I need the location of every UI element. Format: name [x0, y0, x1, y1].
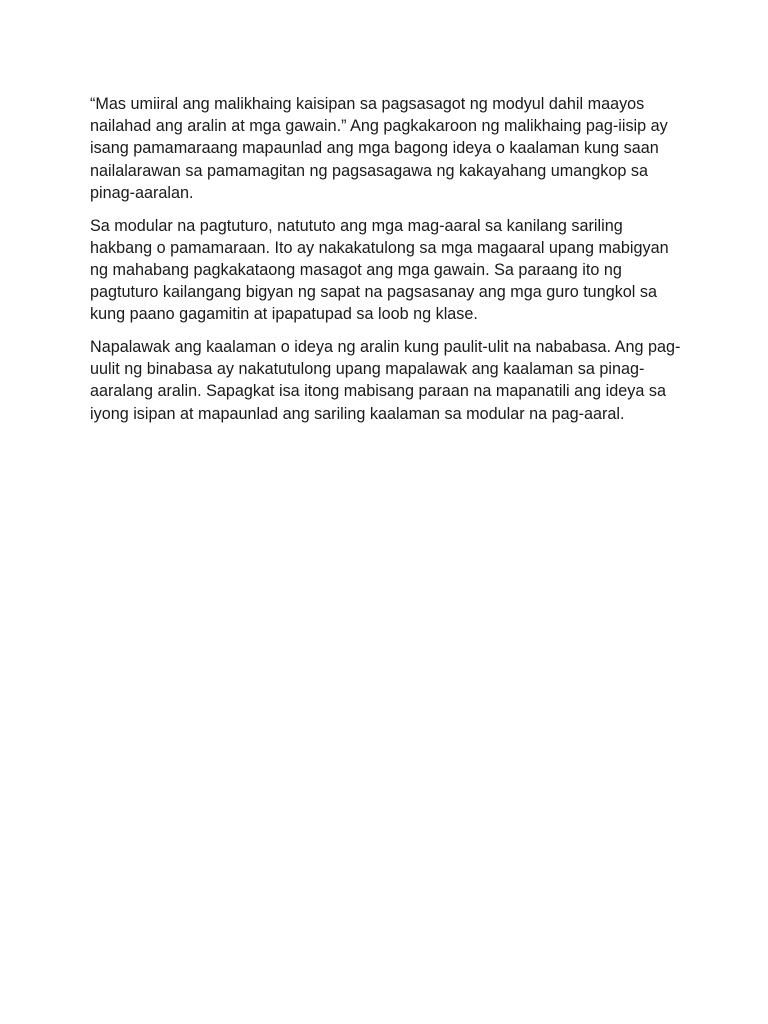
text-line: kung paano gagamitin at ipapatupad sa loob ng klase. — [90, 305, 478, 324]
text-line: pinag-aaralan. — [90, 183, 194, 202]
text-line: isang pamamaraang mapaunlad ang mga bagong ideya o kaalaman kung saan — [90, 139, 659, 158]
document-body — [90, 93, 680, 435]
text-line: hakbang o pamamaraan. Ito ay nakakatulong sa mga magaaral upang mabigyan — [90, 238, 669, 257]
paragraph-1 — [90, 93, 680, 204]
text-line: aaralang aralin. Sapagkat isa itong mabisang paraan na mapanatili ang ideya sa — [90, 382, 666, 401]
text-line: “Mas umiiral ang malikhaing kaisipan sa pagsasagot ng modyul dahil maayos — [90, 95, 645, 113]
text-line: Sa modular na pagtuturo, natututo ang mga mag-aaral sa kanilang sariling — [90, 216, 623, 235]
text-line: nailahad ang aralin at mga gawain.” Ang pagkakaroon ng malikhaing pag-iisip ay — [90, 117, 668, 136]
text-line: iyong isipan at mapaunlad ang sariling kaalaman sa modular na pag-aaral. — [90, 404, 625, 423]
paragraph-2 — [90, 215, 680, 326]
text-line: uulit ng binabasa ay nakatutulong upang mapalawak ang kaalaman sa pinag- — [90, 360, 645, 379]
text-line: ng mahabang pagkakataong masagot ang mga gawain. Sa paraang ito ng — [90, 260, 622, 279]
text-line: Napalawak ang kaalaman o ideya ng aralin kung paulit-ulit na nababasa. Ang pag- — [90, 338, 681, 357]
text-line: nailalarawan sa pamamagitan ng pagsasagawa ng kakayahang umangkop sa — [90, 161, 648, 180]
paragraph-3 — [90, 336, 680, 425]
text-line: pagtuturo kailangang bigyan ng sapat na pagsasanay ang mga guro tungkol sa — [90, 283, 657, 302]
